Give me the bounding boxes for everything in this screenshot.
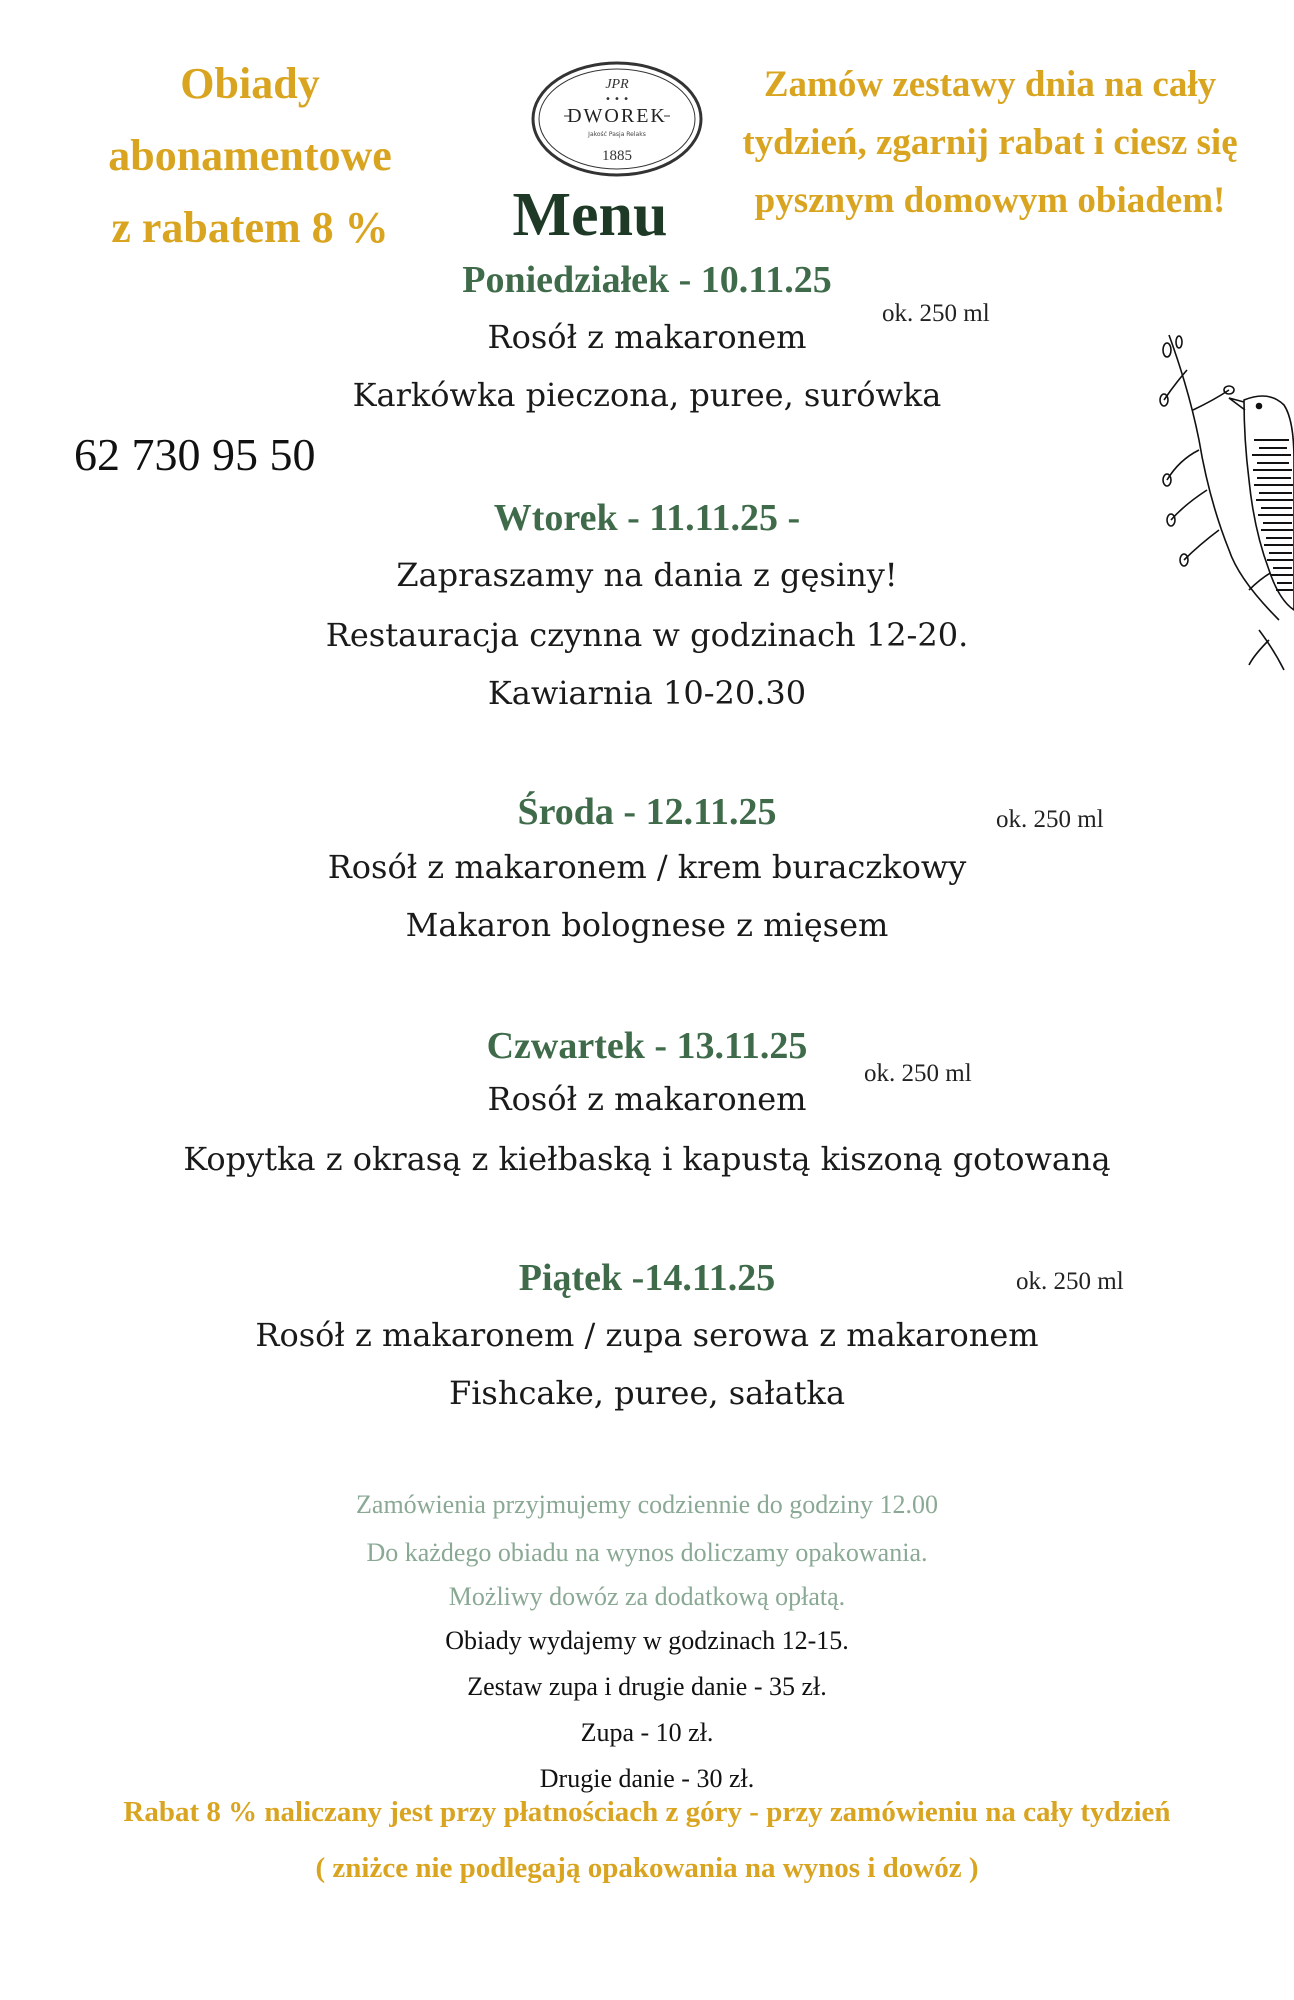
portion-monday: ok. 250 ml bbox=[882, 300, 990, 327]
note-packaging: Do każdego obiadu na wynos doliczamy opakowania. bbox=[366, 1538, 928, 1567]
dish-wednesday-2: Makaron bolognese z mięsem bbox=[405, 906, 889, 944]
footer-exclusions: ( zniżce nie podlegają opakowania na wynos i dowóz ) bbox=[315, 1852, 979, 1884]
portion-friday: ok. 250 ml bbox=[1016, 1268, 1124, 1295]
promo-left-line3: z rabatem 8 % bbox=[111, 203, 389, 252]
portion-thursday: ok. 250 ml bbox=[864, 1060, 972, 1087]
dish-tuesday-1: Zapraszamy na dania z gęsiny! bbox=[396, 556, 898, 594]
promo-right-line2: tydzień, zgarnij rabat i ciesz się bbox=[742, 122, 1238, 163]
footer-discount: Rabat 8 % naliczany jest przy płatnościach z góry - przy zamówieniu na cały tydzień bbox=[123, 1796, 1171, 1828]
day-title-monday: Poniedziałek - 10.11.25 bbox=[462, 259, 832, 301]
phone-number: 62 730 95 50 bbox=[74, 429, 316, 480]
dish-friday-2: Fishcake, puree, sałatka bbox=[448, 1374, 846, 1412]
promo-left-line2: abonamentowe bbox=[108, 131, 392, 180]
dish-friday-1: Rosół z makaronem / zupa serowa z makaronem bbox=[255, 1316, 1039, 1354]
portion-wednesday: ok. 250 ml bbox=[996, 806, 1104, 833]
dish-thursday-1: Rosół z makaronem bbox=[487, 1080, 807, 1118]
note-set-price: Zestaw zupa i drugie danie - 35 zł. bbox=[467, 1672, 827, 1701]
logo-initials: JPR bbox=[605, 77, 629, 92]
dish-wednesday-1: Rosół z makaronem / krem buraczkowy bbox=[327, 848, 967, 886]
dish-tuesday-2: Restauracja czynna w godzinach 12-20. bbox=[325, 616, 969, 654]
note-main-price: Drugie danie - 30 zł. bbox=[539, 1764, 755, 1793]
promo-left-line1: Obiady bbox=[180, 59, 320, 108]
logo-name: DWOREK bbox=[567, 105, 667, 127]
day-title-wednesday: Środa - 12.11.25 bbox=[517, 791, 777, 833]
bird-illustration bbox=[1159, 330, 1294, 675]
note-orders-deadline: Zamówienia przyjmujemy codziennie do godziny 12.00 bbox=[356, 1490, 938, 1519]
promo-right-line1: Zamów zestawy dnia na cały bbox=[763, 64, 1217, 105]
promo-right bbox=[720, 56, 1260, 230]
dish-tuesday-3: Kawiarnia 10-20.30 bbox=[487, 674, 807, 712]
dish-monday-1: Rosół z makaronem bbox=[487, 318, 807, 356]
logo-year: 1885 bbox=[602, 148, 632, 164]
svg-text:• • •: • • • bbox=[604, 94, 630, 105]
promo-right-line3: pysznym domowym obiadem! bbox=[754, 180, 1226, 221]
logo-tagline: Jakość Pasja Relaks bbox=[588, 131, 646, 138]
day-title-friday: Piątek -14.11.25 bbox=[518, 1257, 776, 1299]
dish-monday-2: Karkówka pieczona, puree, surówka bbox=[352, 376, 942, 414]
note-delivery: Możliwy dowóz za dodatkową opłatą. bbox=[448, 1582, 846, 1611]
promo-left bbox=[60, 48, 440, 264]
note-hours: Obiady wydajemy w godzinach 12-15. bbox=[445, 1626, 849, 1655]
dworek-logo bbox=[530, 60, 704, 178]
note-soup-price: Zupa - 10 zł. bbox=[580, 1718, 714, 1747]
day-title-thursday: Czwartek - 13.11.25 bbox=[486, 1025, 808, 1067]
day-title-tuesday: Wtorek - 11.11.25 - bbox=[493, 497, 801, 539]
menu-title: Menu bbox=[512, 181, 668, 249]
dish-thursday-2: Kopytka z okrasą z kiełbaską i kapustą kiszoną gotowaną bbox=[183, 1140, 1111, 1178]
